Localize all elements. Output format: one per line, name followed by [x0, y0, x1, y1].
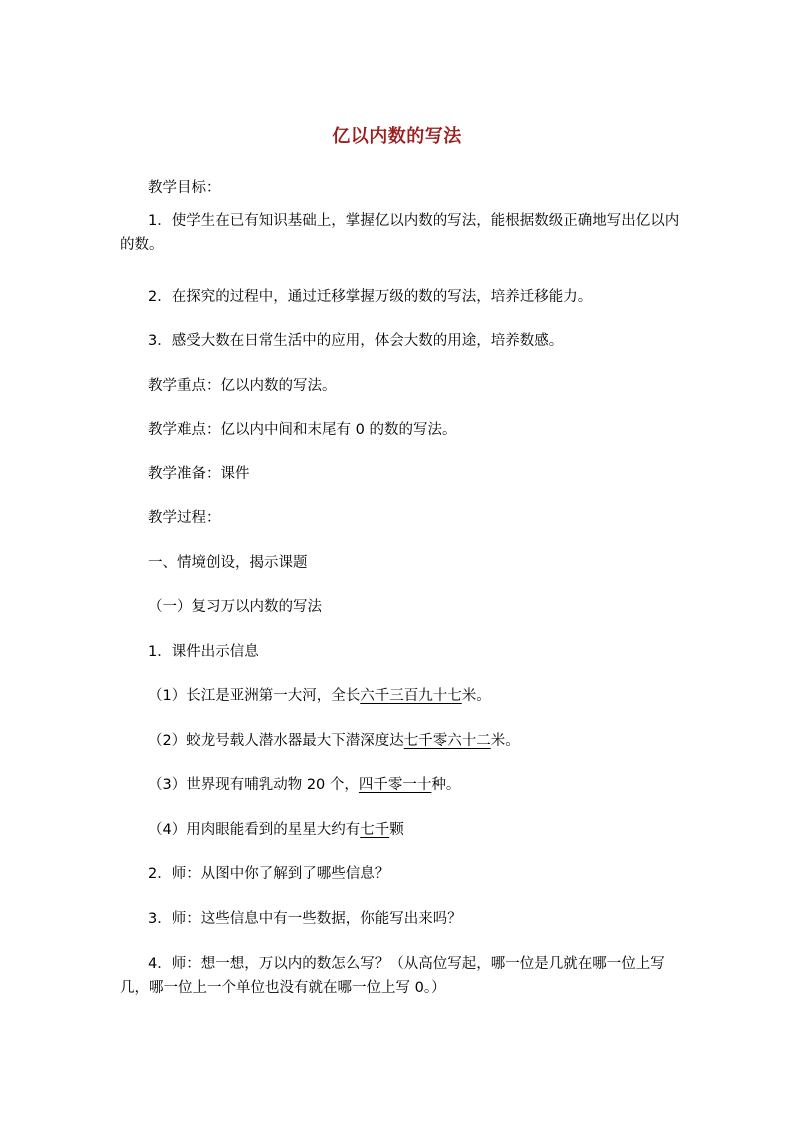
underlined-number: 七千: [360, 822, 390, 838]
key-point: 教学重点：亿以内数的写法。: [148, 378, 337, 394]
step-four: 4．师：想一想，万以内的数怎么写？（从高位写起，哪一位是几就在哪一位上写几，哪一位上一个单位也没有就在哪一位上写 0。）: [120, 956, 665, 996]
info-item-4: （4）用肉眼能看到的星星大约有七千颗: [148, 822, 404, 838]
goal-item-2: 2．在探究的过程中，通过迁移掌握万级的数的写法，培养迁移能力。: [148, 289, 593, 305]
subsection-one-heading: （一）复习万以内数的写法: [148, 599, 322, 615]
goals-heading: 教学目标：: [148, 180, 221, 196]
info-item-3: （3）世界现有哺乳动物 20 个，四千零一十种。: [148, 777, 461, 793]
preparation: 教学准备：课件: [148, 466, 250, 482]
info-item-1: （1）长江是亚洲第一大河，全长六千三百九十七米。: [148, 688, 491, 704]
section-one-heading: 一、情境创设，揭示课题: [148, 555, 308, 571]
goal-item-1: 1．使学生在已有知识基础上，掌握亿以内数的写法，能根据数级正确地写出亿以内的数。: [120, 213, 680, 253]
step-two: 2．师：从图中你了解到了哪些信息？: [148, 866, 390, 882]
step-three: 3．师：这些信息中有一些数据，你能写出来吗？: [148, 911, 462, 927]
info-item-2: （2）蛟龙号载人潜水器最大下潜深度达七千零六十二米。: [148, 733, 520, 749]
underlined-number: 七千零六十二: [403, 733, 491, 749]
process-heading: 教学过程：: [148, 510, 221, 526]
step-one: 1．课件出示信息: [148, 644, 259, 660]
page-title: 亿以内数的写法: [332, 126, 462, 147]
goal-item-3: 3．感受大数在日常生活中的应用，体会大数的用途，培养数感。: [148, 333, 564, 349]
underlined-number: 四千零一十: [358, 777, 432, 793]
underlined-number: 六千三百九十七: [360, 688, 462, 704]
difficulty: 教学难点：亿以内中间和末尾有 0 的数的写法。: [148, 422, 457, 438]
